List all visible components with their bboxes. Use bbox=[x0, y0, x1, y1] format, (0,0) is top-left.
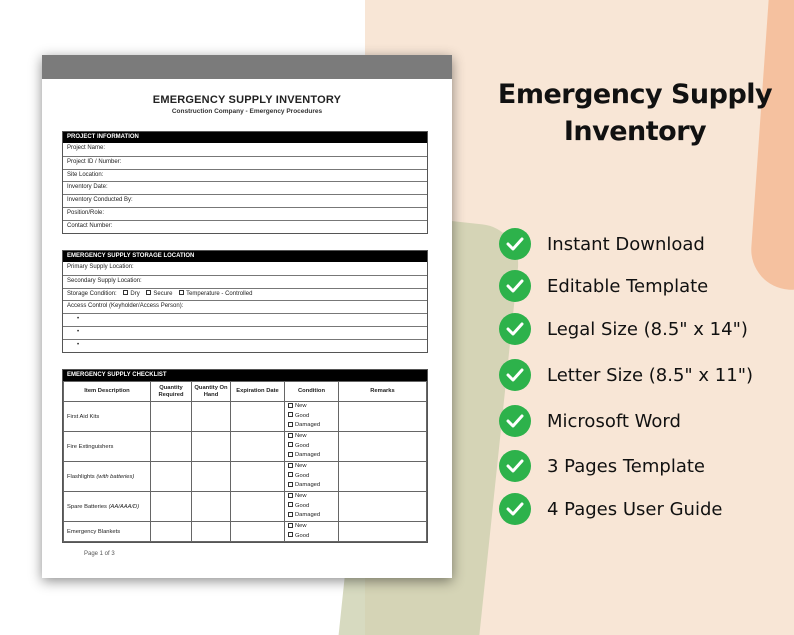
form-field-position-role: Position/Role: bbox=[63, 207, 427, 220]
item-description: Emergency Blankets bbox=[64, 522, 151, 542]
table-row bbox=[64, 492, 427, 522]
checkbox-icon bbox=[288, 493, 293, 498]
feature-item bbox=[499, 312, 748, 346]
form-field-storage-condition bbox=[63, 288, 427, 301]
table-row bbox=[64, 432, 427, 462]
item-description: Spare Batteries (AA/AAA/D) bbox=[64, 492, 151, 522]
checkbox-icon bbox=[288, 433, 293, 438]
storage-location-section bbox=[62, 250, 428, 353]
check-circle-icon bbox=[499, 493, 531, 525]
condition-cell: New Good Damaged bbox=[285, 432, 339, 462]
option-dry: Dry bbox=[130, 290, 140, 297]
check-circle-icon bbox=[499, 450, 531, 482]
bullet-line: • bbox=[63, 326, 427, 339]
checkbox-icon bbox=[123, 290, 128, 295]
feature-item bbox=[499, 404, 681, 438]
form-field-inventory-date: Inventory Date: bbox=[63, 181, 427, 194]
column-header: Quantity Required bbox=[151, 382, 192, 402]
checkbox-icon bbox=[288, 422, 293, 427]
option-secure: Secure bbox=[153, 290, 173, 297]
section-heading: EMERGENCY SUPPLY STORAGE LOCATION bbox=[63, 251, 427, 262]
form-field-secondary-location: Secondary Supply Location: bbox=[63, 275, 427, 288]
feature-label: 4 Pages User Guide bbox=[547, 498, 723, 520]
form-field-conducted-by: Inventory Conducted By: bbox=[63, 194, 427, 207]
item-description: Fire Extinguishers bbox=[64, 432, 151, 462]
column-header: Remarks bbox=[339, 382, 427, 402]
document-title: EMERGENCY SUPPLY INVENTORY bbox=[152, 94, 342, 106]
item-description: First Aid Kits bbox=[64, 402, 151, 432]
checkbox-icon bbox=[288, 523, 293, 528]
supply-checklist-section bbox=[62, 369, 428, 543]
checkbox-icon bbox=[179, 290, 184, 295]
checkbox-icon bbox=[288, 463, 293, 468]
checkbox-icon bbox=[288, 502, 293, 507]
checkbox-icon bbox=[288, 532, 293, 537]
bullet-line: • bbox=[63, 339, 427, 352]
headline-line-2: Inventory bbox=[563, 116, 707, 147]
page-header-bar bbox=[42, 55, 452, 79]
form-field-primary-location: Primary Supply Location: bbox=[67, 264, 134, 270]
bullet-line: • bbox=[63, 313, 427, 326]
column-header: Item Description bbox=[64, 382, 151, 402]
checkbox-icon bbox=[288, 412, 293, 417]
column-header: Expiration Date bbox=[231, 382, 285, 402]
headline-line-1: Emergency Supply bbox=[497, 79, 773, 110]
checkbox-icon bbox=[288, 472, 293, 477]
feature-item bbox=[499, 449, 705, 483]
item-description: Flashlights (with batteries) bbox=[64, 462, 151, 492]
column-header: Quantity On Hand bbox=[192, 382, 231, 402]
feature-item bbox=[499, 269, 708, 303]
form-field-project-id: Project ID / Number: bbox=[63, 156, 427, 169]
product-headline bbox=[480, 76, 790, 150]
form-field-project-name: Project Name: bbox=[67, 145, 106, 151]
feature-label: 3 Pages Template bbox=[547, 455, 705, 477]
check-circle-icon bbox=[499, 359, 531, 391]
check-circle-icon bbox=[499, 270, 531, 302]
check-circle-icon bbox=[499, 228, 531, 260]
check-circle-icon bbox=[499, 405, 531, 437]
feature-item bbox=[499, 492, 722, 526]
checklist-table bbox=[63, 381, 427, 542]
document-subtitle: Construction Company - Emergency Procedures bbox=[171, 108, 323, 115]
check-circle-icon bbox=[499, 313, 531, 345]
feature-item bbox=[499, 358, 753, 392]
checkbox-icon bbox=[288, 452, 293, 457]
checkbox-icon bbox=[288, 512, 293, 517]
column-header: Condition bbox=[285, 382, 339, 402]
checkbox-icon bbox=[146, 290, 151, 295]
page-footer: Page 1 of 3 bbox=[84, 551, 115, 557]
form-field-contact-number: Contact Number: bbox=[63, 220, 427, 233]
condition-cell: New Good Damaged bbox=[285, 492, 339, 522]
condition-cell: New Good Damaged bbox=[285, 462, 339, 492]
condition-cell: New Good Damaged bbox=[285, 402, 339, 432]
checkbox-icon bbox=[288, 482, 293, 487]
feature-label: Instant Download bbox=[547, 233, 705, 255]
checkbox-icon bbox=[288, 403, 293, 408]
form-field-access-control: Access Control (Keyholder/Access Person): bbox=[63, 300, 427, 313]
feature-label: Microsoft Word bbox=[547, 410, 681, 432]
feature-item bbox=[499, 227, 705, 261]
document-preview bbox=[42, 55, 452, 578]
option-temperature-controlled: Temperature - Controlled bbox=[186, 290, 253, 297]
table-row bbox=[64, 402, 427, 432]
table-row bbox=[64, 462, 427, 492]
table-row bbox=[64, 522, 427, 542]
checkbox-icon bbox=[288, 442, 293, 447]
storage-condition-label: Storage Condition: bbox=[67, 290, 117, 297]
feature-label: Legal Size (8.5" x 14") bbox=[547, 318, 748, 340]
section-heading: PROJECT INFORMATION bbox=[63, 132, 427, 143]
table-header-row bbox=[64, 382, 427, 402]
feature-label: Letter Size (8.5" x 11") bbox=[547, 364, 753, 386]
condition-cell: New Good bbox=[285, 522, 339, 542]
section-heading: EMERGENCY SUPPLY CHECKLIST bbox=[63, 370, 427, 381]
project-information-section bbox=[62, 131, 428, 234]
form-field-site-location: Site Location: bbox=[63, 169, 427, 182]
feature-label: Editable Template bbox=[547, 275, 709, 297]
